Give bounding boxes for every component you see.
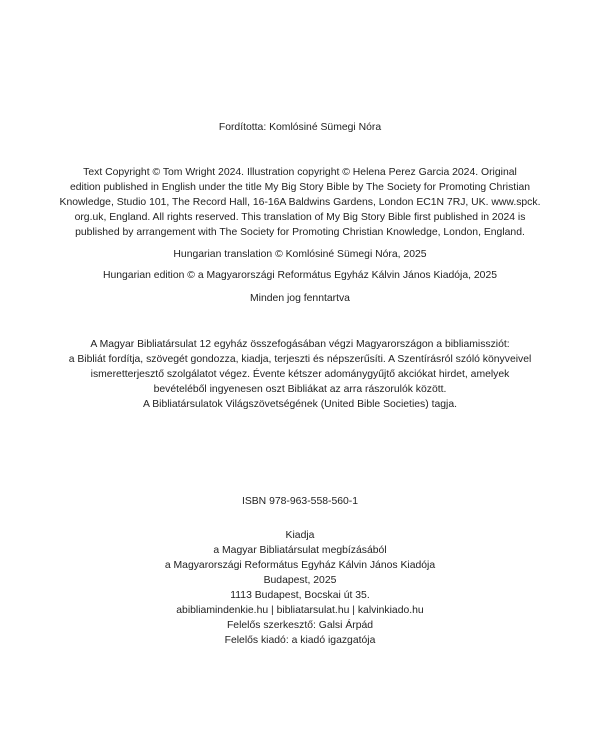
rights-reserved [40,291,560,306]
copyright-line: org.uk, England. All rights reserved. This translation of My Big Story Bible first published in 2024 is [74,212,526,223]
isbn-line: ISBN 978-963-558-560-1 [241,496,359,507]
society-line: ismeretterjesztő szolgálatot végez. Évente kétszer adománygyűjtő akciókat hirdet, amelyek [90,369,510,380]
translator-credit [40,120,560,135]
isbn-block [40,494,560,509]
hungarian-edition-line: Hungarian edition © a Magyarországi Református Egyház Kálvin János Kiadója, 2025 [102,270,498,281]
publisher-line: Felelős kiadó: a kiadó igazgatója [224,635,376,646]
publisher-line: Budapest, 2025 [263,575,337,586]
society-line: A Bibliatársulatok Világszövetségének (United Bible Societies) tagja. [142,399,457,410]
society-line: A Magyar Bibliatársulat 12 egyház összefogásában végzi Magyarországon a bibliamissziót: [90,339,510,350]
copyright-line: published by arrangement with The Society for Promoting Christian Knowledge, London, England. [75,227,525,238]
publisher-line: a Magyarországi Református Egyház Kálvin János Kiadója [164,560,436,571]
society-line: bevételéből ingyenesen oszt Bibliákat az arra rászorulók között. [153,384,447,395]
hungarian-translation-line: Hungarian translation © Komlósiné Sümegi Nóra, 2025 [173,249,427,260]
copyright-line: Text Copyright © Tom Wright 2024. Illustration copyright © Helena Perez Garcia 2024. Original [83,167,517,178]
hungarian-translation-notice [40,247,560,262]
publisher-line: a Magyar Bibliatársulat megbízásából [213,545,387,556]
bible-society-description [40,337,560,412]
copyright-line: Knowledge, Studio 101, The Record Hall, 16-16A Baldwins Gardens, London EC1N 7RJ, UK. www.spck. [59,197,541,208]
hungarian-edition-notice [40,268,560,283]
publisher-line: Kiadja [285,530,315,541]
publisher-websites: abibliamindenkie.hu | bibliatarsulat.hu | kalvinkiado.hu [176,605,424,616]
publisher-line: Felelős szerkesztő: Galsi Árpád [226,620,374,631]
copyright-notice [40,165,560,240]
publisher-block [40,528,560,648]
copyright-line: edition published in English under the title My Big Story Bible by The Society for Promoting Christian [69,182,531,193]
publisher-line: 1113 Budapest, Bocskai út 35. [230,590,370,601]
society-line: a Bibliát fordítja, szövegét gondozza, kiadja, terjeszti és népszerűsíti. A Szentírásról szóló könyveivel [68,354,532,365]
rights-line: Minden jog fenntartva [250,293,350,304]
translator-line: Fordította: Komlósiné Sümegi Nóra [218,122,382,133]
